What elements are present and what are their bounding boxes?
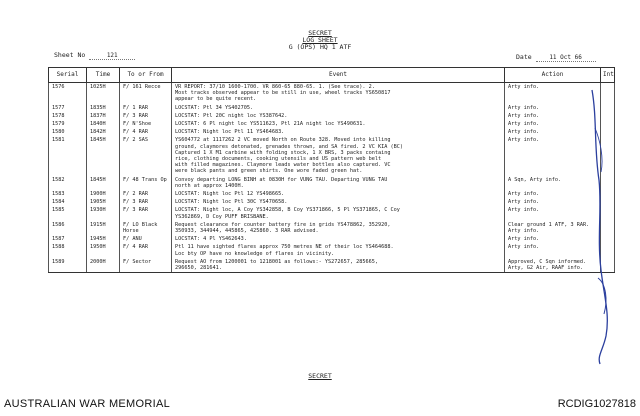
log-row	[49, 104, 615, 112]
serial-cell: 1576	[49, 83, 87, 104]
log-row	[49, 243, 615, 257]
date-value: 11 Oct 66	[536, 54, 596, 62]
col-time: Time	[87, 68, 120, 83]
time-cell: 1840H	[87, 120, 120, 128]
event-cell: LOCSTAT: Night loc Ptl 11 YS464683.	[172, 128, 505, 136]
time-cell: 1845H	[87, 136, 120, 175]
col-serial: Serial	[49, 68, 87, 83]
action-cell: Arty info.	[505, 243, 601, 257]
time-cell: 1900H	[87, 190, 120, 198]
ink-initial-mark	[588, 88, 614, 368]
serial-cell: 1581	[49, 136, 87, 175]
log-row	[49, 198, 615, 206]
time-cell: 1837H	[87, 112, 120, 120]
col-action: Action	[505, 68, 601, 83]
event-cell: LOCSTAT: Night loc Ptl 30C YS470658.	[172, 198, 505, 206]
serial-cell: 1587	[49, 235, 87, 243]
event-cell: Request AO from 1200001 to 1218001 as follows:- YS272657, 285665, 296650, 281641.	[172, 258, 505, 273]
action-cell: Arty info.	[505, 190, 601, 198]
col-tofrom: To or From	[120, 68, 172, 83]
time-cell: 1945H	[87, 235, 120, 243]
log-row	[49, 120, 615, 128]
log-row	[49, 176, 615, 190]
event-cell: LOCSTAT: Night loc Ptl 12 YS498665.	[172, 190, 505, 198]
log-row	[49, 83, 615, 104]
event-cell: Convoy departing LONG BINH at 0830H for VUNG TAU. Departing VUNG TAU north at approx 1400H.	[172, 176, 505, 190]
time-cell: 1845H	[87, 176, 120, 190]
serial-cell: 1583	[49, 190, 87, 198]
log-row	[49, 112, 615, 120]
tofrom-cell: F/ 3 RAR	[120, 112, 172, 120]
serial-cell: 1584	[49, 198, 87, 206]
serial-cell: 1589	[49, 258, 87, 273]
tofrom-cell: F/ Sector	[120, 258, 172, 273]
col-int: Int	[601, 68, 615, 83]
event-cell: YS604772 at 1117262 2 VC moved North on Route 328. Moved into killing ground, claymores detonated, grenades thrown, and SA fired. 2 VC KIA (BC) Captured 1 X M1 carbine with folding stock, 1 X BRS, 3 packs containg rice, clothing documents, cooking utensils and US pattern web belt with filled magazines. Claymore leads water bottles also captured. VC were black pants and green shirts. One wore faded green hat.	[172, 136, 505, 175]
serial-cell: 1588	[49, 243, 87, 257]
tofrom-cell: F/ ANU	[120, 235, 172, 243]
serial-cell: 1579	[49, 120, 87, 128]
action-cell: Arty info.	[505, 83, 601, 104]
action-cell: Arty info.	[505, 120, 601, 128]
tofrom-cell: F/ LO Black Horse	[120, 221, 172, 235]
action-cell: Arty info.	[505, 235, 601, 243]
classification-footer: SECRET	[308, 372, 332, 380]
event-cell: LOCSTAT: Ptl 34 YS402705.	[172, 104, 505, 112]
time-cell: 1025H	[87, 83, 120, 104]
action-cell: Clear ground 1 ATF, 3 RAR. Arty info.	[505, 221, 601, 235]
archive-ref: RCDIG1027818	[557, 398, 636, 410]
tofrom-cell: F/ 3 RAR	[120, 206, 172, 220]
serial-cell: 1585	[49, 206, 87, 220]
serial-cell: 1578	[49, 112, 87, 120]
col-event: Event	[172, 68, 505, 83]
tofrom-cell: F/ 1 RAR	[120, 104, 172, 112]
event-cell: LOCSTAT: Night loc, A Coy YS342858, B Coy YS371866, 5 Pl YS371865, C Coy YS362869, D Coy PUFF BRISBANE.	[172, 206, 505, 220]
event-cell: LOCSTAT: 4 Pl YS462643.	[172, 235, 505, 243]
classification-header: SECRET	[308, 29, 332, 37]
action-cell: Approved, C Sqn informed. Arty, G2 Air, RAAF info.	[505, 258, 601, 273]
log-row	[49, 258, 615, 273]
archive-name: AUSTRALIAN WAR MEMORIAL	[4, 398, 171, 410]
action-cell: Arty info.	[505, 206, 601, 220]
action-cell: Arty info.	[505, 198, 601, 206]
log-sheet-title: LOG SHEET	[302, 36, 338, 44]
sheet-value: 121	[89, 52, 135, 60]
time-cell: 1905H	[87, 198, 120, 206]
action-cell: Arty info.	[505, 112, 601, 120]
time-cell: 1835H	[87, 104, 120, 112]
serial-cell: 1586	[49, 221, 87, 235]
serial-cell: 1577	[49, 104, 87, 112]
tofrom-cell: F/ 3 RAR	[120, 198, 172, 206]
log-row	[49, 206, 615, 220]
time-cell: 1930H	[87, 206, 120, 220]
log-table	[48, 67, 615, 273]
log-row	[49, 190, 615, 198]
time-cell: 1950H	[87, 243, 120, 257]
log-row	[49, 128, 615, 136]
log-row	[49, 235, 615, 243]
archive-footer	[0, 390, 640, 416]
sheet-number	[54, 51, 135, 60]
event-cell: VR REPORT: 37/10 1600-1700. VR 860-65 880-65. 1. (See trace). 2. Most tracks observed appear to be still in use, wheel tracks YS650817 appear to be quite recent.	[172, 83, 505, 104]
log-table-body	[49, 83, 615, 273]
action-cell: Arty info.	[505, 128, 601, 136]
sheet-label: Sheet No	[54, 51, 86, 59]
event-cell: LOCSTAT: 6 Pl night loc YS511623, Ptl 21A night loc YS490631.	[172, 120, 505, 128]
date-field	[516, 53, 596, 62]
log-row	[49, 221, 615, 235]
action-cell: A Sqn, Arty info.	[505, 176, 601, 190]
serial-cell: 1580	[49, 128, 87, 136]
serial-cell: 1582	[49, 176, 87, 190]
tofrom-cell: F/ N'Shoe	[120, 120, 172, 128]
time-cell: 1915H	[87, 221, 120, 235]
event-cell: Request clearance for counter battery fire in grids YS478862, 352920, 350933, 344944, 445865, 425860. 3 RAR advised.	[172, 221, 505, 235]
action-cell: Arty info.	[505, 104, 601, 112]
tofrom-cell: F/ 161 Recce	[120, 83, 172, 104]
action-cell: Arty info.	[505, 136, 601, 175]
time-cell: 1842H	[87, 128, 120, 136]
tofrom-cell: F/ 4 RAR	[120, 243, 172, 257]
event-cell: LOCSTAT: Ptl 20C night loc YS387642.	[172, 112, 505, 120]
tofrom-cell: F/ 48 Trans Op	[120, 176, 172, 190]
date-label: Date	[516, 53, 532, 61]
event-cell: Ptl 11 have sighted flares approx 750 metres NE of their loc YS464688. Loc bty OP have no knowledge of flares in vicinity.	[172, 243, 505, 257]
tofrom-cell: F/ 4 RAR	[120, 128, 172, 136]
tofrom-cell: F/ 2 RAR	[120, 190, 172, 198]
unit-title: G (OPS) HQ 1 ATF	[288, 43, 352, 51]
log-row	[49, 136, 615, 175]
time-cell: 2000H	[87, 258, 120, 273]
log-table-header	[49, 68, 615, 83]
tofrom-cell: F/ 2 SAS	[120, 136, 172, 175]
